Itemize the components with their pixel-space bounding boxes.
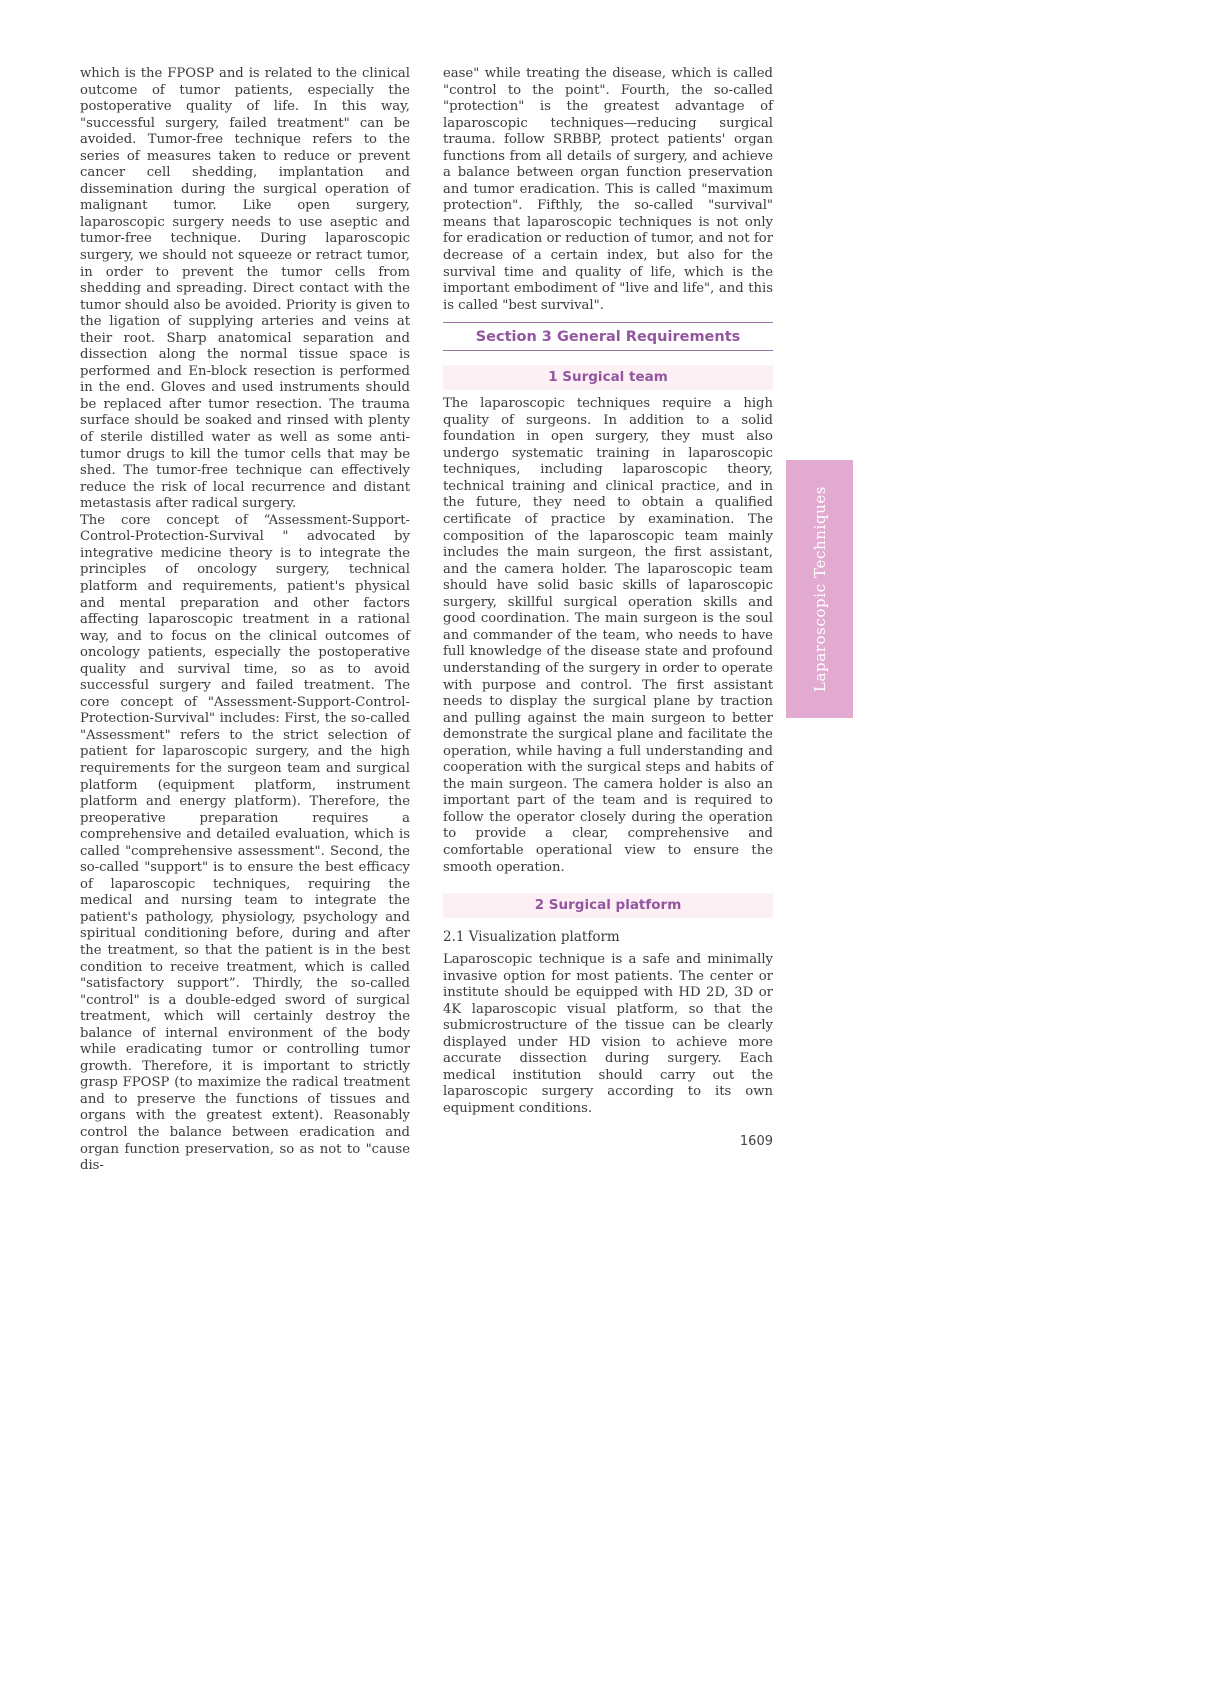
body-paragraph: Laparoscopic technique is a safe and minimally invasive option for most patients. The center or institute should be equipped with HD 2D, 3D or 4K laparoscopic visual platform, so that the submicrostructure of the tissue can be clearly displayed under HD vision to achieve more accurate dissection during surgery. Each medical institution should carry out the laparoscopic surgery according to its own equipment conditions.	[443, 952, 773, 1116]
subsubsection-heading-visualization-platform: 2.1 Visualization platform	[443, 929, 620, 946]
subsection-heading-surgical-team: 1 Surgical team	[443, 365, 773, 390]
subsection-heading-surgical-platform: 2 Surgical platform	[443, 893, 773, 918]
body-paragraph: which is the FPOSP and is related to the clinical outcome of tumor patients, especially the postoperative quality of life. In this way, "successful surgery, failed treatment" can be avoided. Tumor-free technique refers to the series of measures taken to reduce or prevent cancer cell shedding, implantation and dissemination during the surgical operation of malignant tumor. Like open surgery, laparoscopic surgery needs to use aseptic and tumor-free technique. During laparoscopic surgery, we should not squeeze or retract tumor, in order to prevent the tumor cells from shedding and spreading. Direct contact with the tumor should also be avoided. Priority is given to the ligation of supplying arteries and veins at their root. Sharp anatomical separation and dissection along the normal tissue space is performed and En-block resection is performed in the end. Gloves and used instruments should be replaced after tumor resection. The trauma surface should be soaked and rinsed with plenty of sterile distilled water as well as some anti-tumor drugs to kill the tumor cells that may be shed. The tumor-free technique can effectively reduce the risk of local recurrence and distant metastasis after radical surgery.	[80, 66, 410, 512]
section-heading: Section 3 General Requirements	[443, 322, 773, 351]
chapter-side-tab-label: Laparoscopic Techniques	[810, 485, 829, 693]
right-column	[443, 66, 773, 1118]
body-paragraph: ease" while treating the disease, which is called "control to the point". Fourth, the so-called "protection" is the greatest advantage of laparoscopic techniques—reducing surgical trauma. follow SRBBP, protect patients' organ functions from all details of surgery, and achieve a balance between organ function preservation and tumor eradication. This is called "maximum protection". Fifthly, the so-called "survival" means that laparoscopic techniques is not only for eradication or reduction of tumor, and not for decrease of a certain index, but also for the survival time and quality of life, which is the important embodiment of "live and life", and this is called "best survival".	[443, 66, 773, 313]
body-paragraph: The core concept of “Assessment-Support-Control-Protection-Survival " advocated by integrative medicine theory is to integrate the principles of oncology surgery, technical platform and requirements, patient's physical and mental preparation and other factors affecting laparoscopic treatment in a rational way, and to focus on the clinical outcomes of oncology patients, especially the postoperative quality and survival time, so as to avoid successful surgery and failed treatment. The core concept of "Assessment-Support-Control-Protection-Survival" includes: First, the so-called "Assessment" refers to the strict selection of patient for laparoscopic surgery, and the high requirements for the surgeon team and surgical platform (equipment platform, instrument platform and energy platform). Therefore, the preoperative preparation requires a comprehensive and detailed evaluation, which is called "comprehensive assessment". Second, the so-called "support" is to ensure the best efficacy of laparoscopic techniques, requiring the medical and nursing team to integrate the patient's pathology, physiology, psychology and spiritual conditioning before, during and after the treatment, so that the patient is in the best condition to receive treatment, which is called "satisfactory support”. Thirdly, the so-called "control" is a double-edged sword of surgical treatment, which will certainly destroy the balance of internal environment of the body while eradicating tumor or controlling tumor growth. Therefore, it is important to strictly grasp FPOSP (to maximize the radical treatment and to preserve the functions of tissues and organs with the greatest extent). Reasonably control the balance between eradication and organ function preservation, so as not to "cause dis-	[80, 512, 410, 1174]
left-column	[80, 66, 410, 1175]
chapter-side-tab	[786, 460, 853, 718]
page-number: 1609	[739, 1134, 773, 1149]
body-paragraph: The laparoscopic techniques require a high quality of surgeons. In addition to a solid foundation in open surgery, they must also undergo systematic training in laparoscopic techniques, including laparoscopic theory, technical training and clinical practice, and in the future, they need to obtain a qualified certificate of practice by examination. The composition of the laparoscopic team mainly includes the main surgeon, the first assistant, and the camera holder. The laparoscopic team should have solid basic skills of laparoscopic surgery, skillful surgical operation skills and good coordination. The main surgeon is the soul and commander of the team, who needs to have full knowledge of the disease state and profound understanding of the surgery in order to operate with purpose and control. The first assistant needs to display the surgical plane by traction and pulling against the main surgeon to better demonstrate the surgical plane and facilitate the operation, while having a full understanding and cooperation with the surgical steps and habits of the main surgeon. The camera holder is also an important part of the team and is required to follow the operator closely during the operation to provide a clear, comprehensive and comfortable operational view to ensure the smooth operation.	[443, 396, 773, 875]
